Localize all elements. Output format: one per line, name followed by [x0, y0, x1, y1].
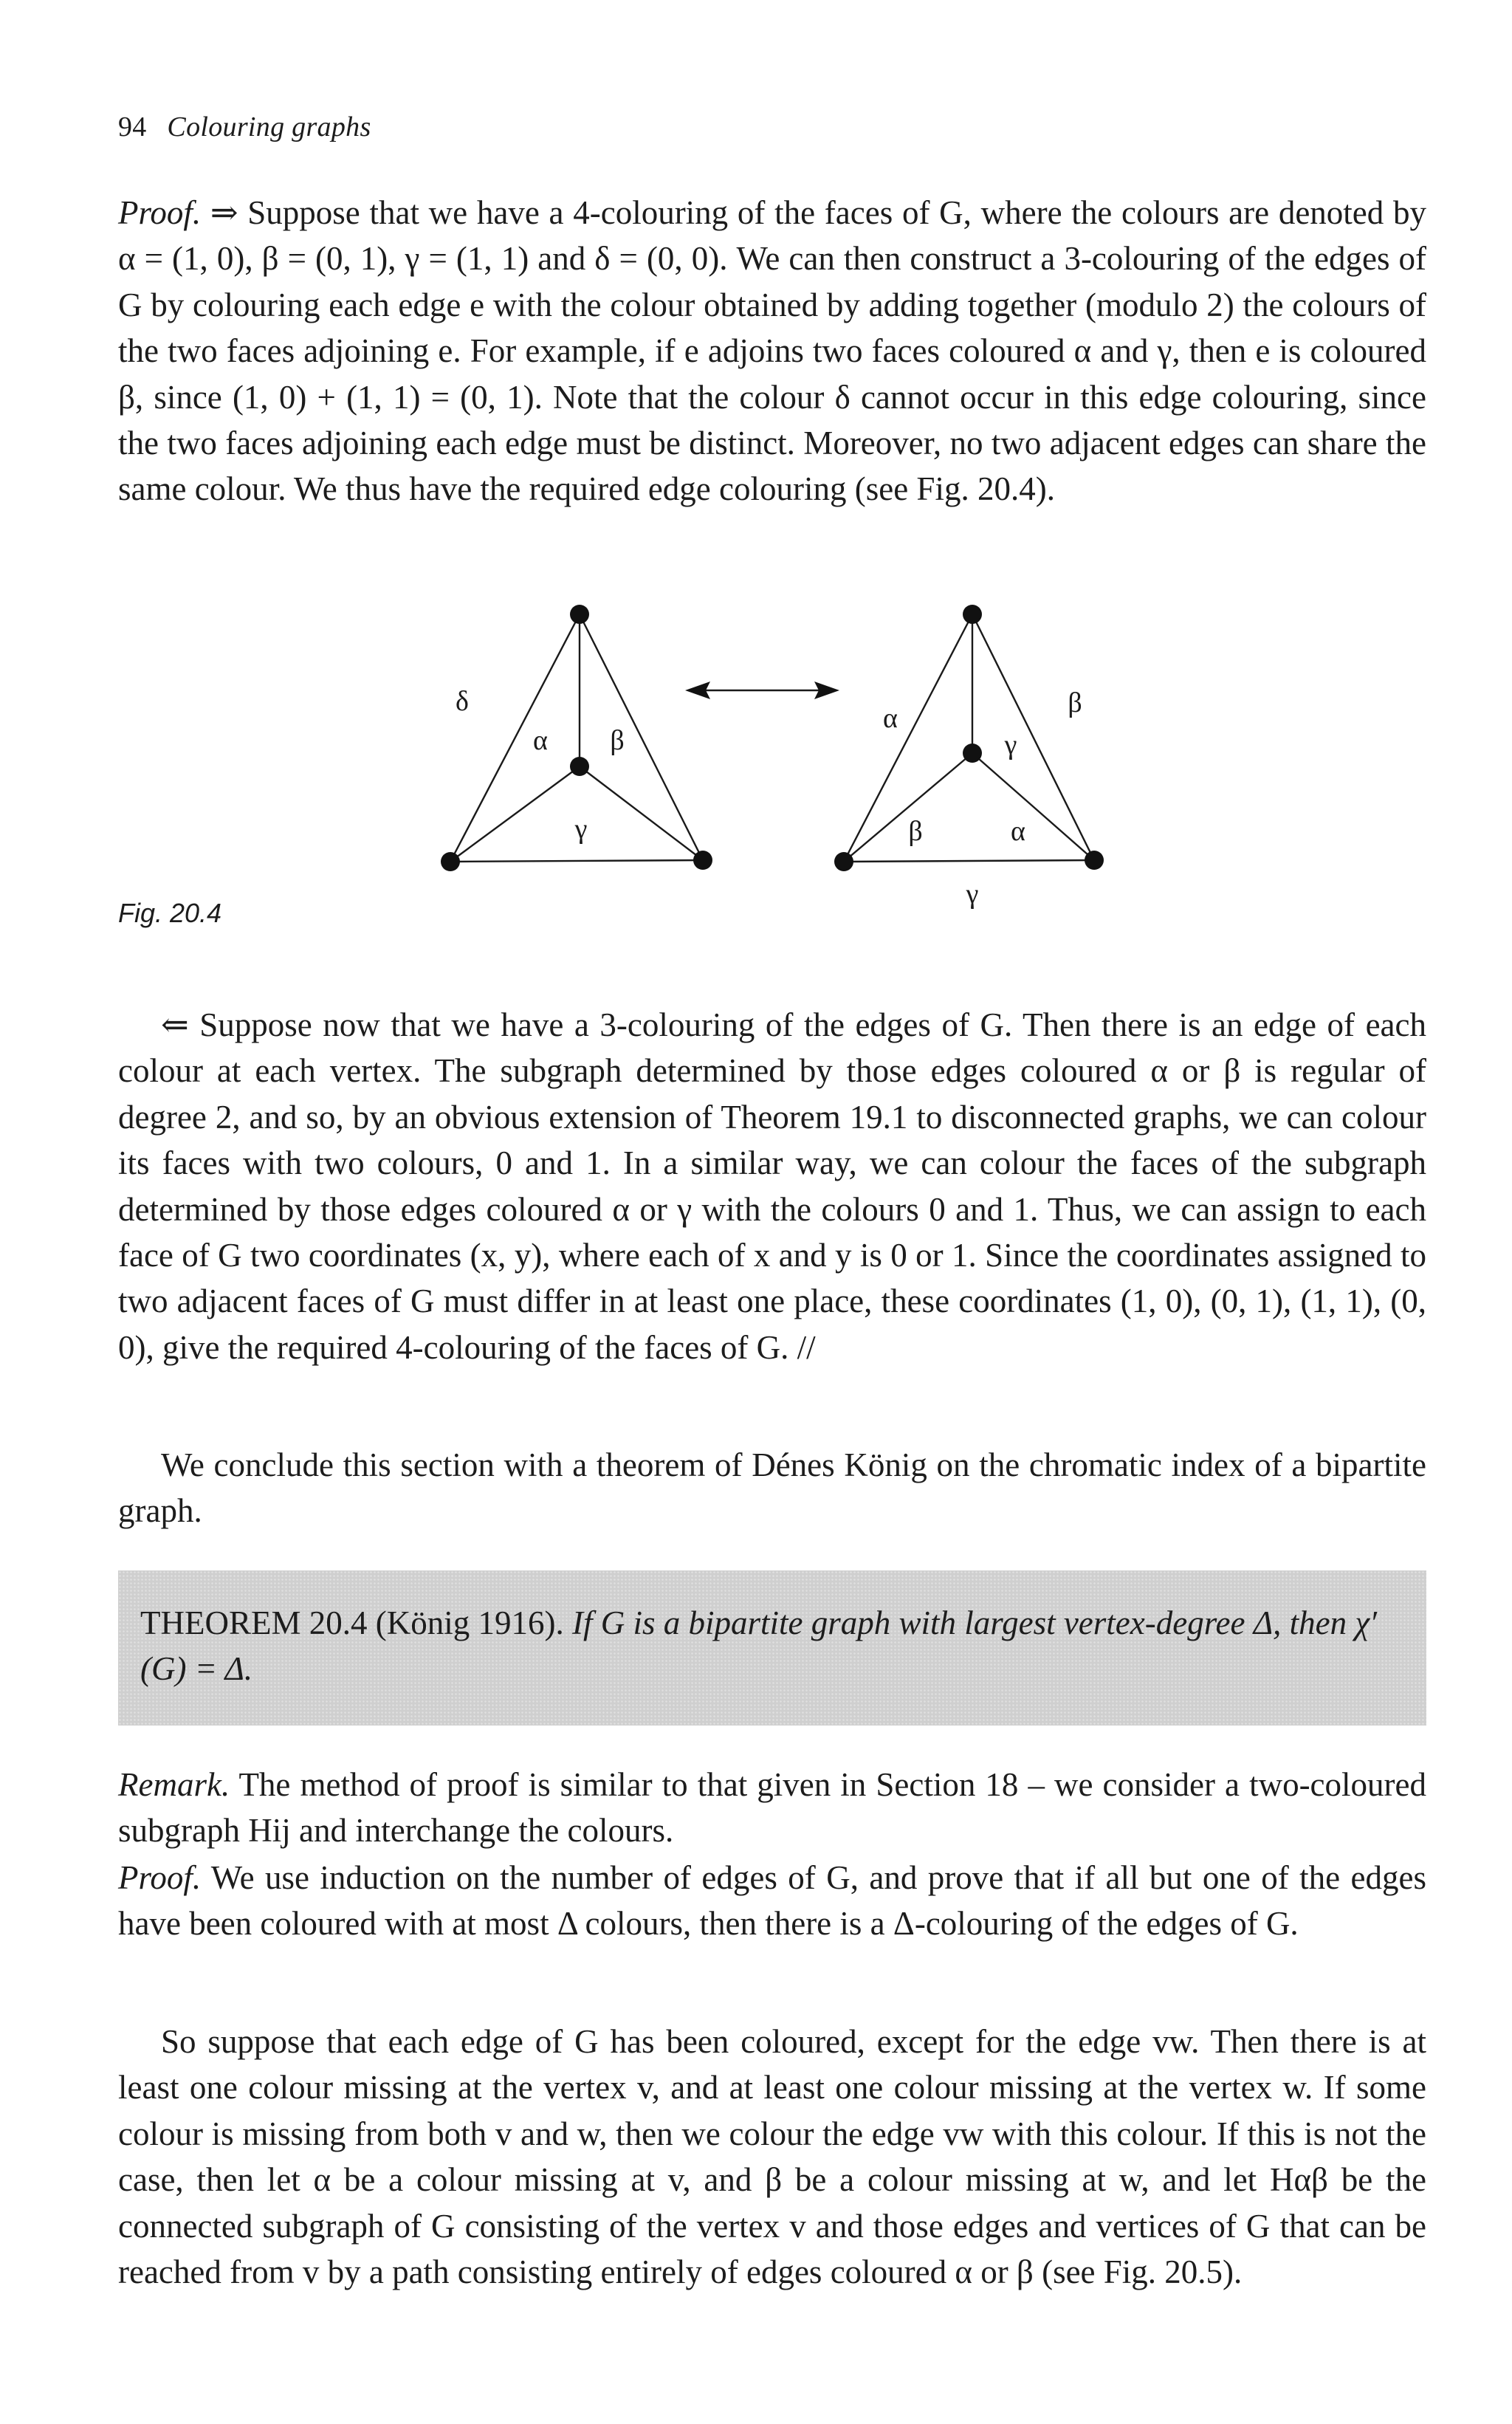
vertex [570, 757, 589, 776]
proof-text: We use induction on the number of edges of G, and prove that if all but one of the edges have been coloured with at most Δ colours, then there is a Δ-colouring of the edges of G. [118, 1859, 1426, 1943]
label-alpha: α [883, 703, 898, 734]
figure-caption: Fig. 20.4 [118, 898, 222, 928]
remark-text: The method of proof is similar to that given in Section 18 – we consider a two-coloured subgraph Hij and interchange the colours. [118, 1766, 1426, 1850]
label-beta: β [908, 816, 923, 847]
konig-intro-paragraph: We conclude this section with a theorem of Dénes König on the chromatic index of a bipartite graph. [118, 1446, 1426, 1530]
remark-paragraph [118, 1762, 1426, 1854]
label-gamma: γ [574, 814, 588, 845]
label-delta: δ [456, 686, 469, 717]
running-title: Colouring graphs [167, 111, 371, 143]
vertex [963, 605, 982, 624]
remark-label: Remark. [118, 1766, 230, 1803]
vertex [834, 852, 853, 871]
figure-20-4-drawing [118, 576, 1426, 960]
proof-paragraph-4: So suppose that each edge of G has been coloured, except for the edge vw. Then there is at least one colour missing at the vertex v, and at least one colour missing at the vertex w. If some colour is missing from both v and w, then we colour the edge vw with this colour. If this is not the case, then let α be a colour missing at v, and β be a colour missing at w, and let Hαβ be the connected subgraph of G consisting of the vertex v and those edges and vertices of G that can be reached from v by a path consisting entirely of edges coloured α or β (see Fig. 20.5). [118, 2023, 1426, 2291]
vertex [441, 852, 460, 871]
theorem-text [140, 1600, 1410, 1692]
label-gamma: γ [966, 879, 979, 910]
vertex [1085, 851, 1104, 870]
proof-paragraph-3 [118, 1855, 1426, 1947]
proof-paragraph-2: ⇐ Suppose now that we have a 3-colouring of the edges of G. Then there is an edge of each colour at each vertex. The subgraph determined by those edges coloured α or β is regular of degree 2, and so, by an obvious extension of Theorem 19.1 to disconnected graphs, we can colour its faces with two colours, 0 and 1. In a similar way, we can colour the faces of the subgraph determined by those edges coloured α or γ with the colours 0 and 1. Thus, we can assign to each face of G two coordinates (x, y), where each of x and y is 0 or 1. Since the coordinates assigned to two adjacent faces of G must differ in at least one place, these coordinates (1, 0), (0, 1), (1, 1), (0, 0), give the required 4-colouring of the faces of G. // [118, 1006, 1426, 1366]
label-alpha: α [533, 725, 548, 756]
proof-label: Proof. [118, 1859, 202, 1896]
vertex [693, 851, 712, 870]
page-number: 94 [118, 111, 147, 143]
proof-text: ⇒ Suppose that we have a 4-colouring of the faces of G, where the colours are denoted by α = (1, 0), β = (0, 1), γ = (1, 1) and δ = (0, 0). We can then construct a 3-colouring of the edges of G by colouring each edge e with the colour obtained by adding together (modulo 2) the colours of the two faces adjoining e. For example, if e adjoins two faces coloured α and γ, then e is coloured β, since (1, 0) + (1, 1) = (0, 1). Note that the colour δ cannot occur in this edge colouring, since the two faces adjoining each edge must be distinct. Moreover, no two adjacent edges can share the same colour. We thus have the required edge colouring (see Fig. 20.4). [118, 194, 1426, 508]
proof-label: Proof. [118, 194, 202, 231]
label-beta: β [610, 725, 625, 756]
label-beta: β [1068, 687, 1082, 718]
label-alpha: α [1011, 816, 1025, 847]
figure-20-4 [118, 576, 1426, 960]
theorem-box [118, 1570, 1426, 1726]
proof-paragraph-1 [118, 190, 1426, 512]
theorem-label: THEOREM 20.4 (König 1916). [140, 1604, 564, 1641]
vertex [963, 744, 982, 763]
vertex [570, 605, 589, 624]
theorem-statement: If G is a bipartite graph with largest vertex-degree Δ, then χ′(G) = Δ. [140, 1604, 1378, 1688]
page [118, 0, 1426, 2424]
running-header [118, 111, 371, 143]
label-gamma: γ [1004, 729, 1017, 760]
